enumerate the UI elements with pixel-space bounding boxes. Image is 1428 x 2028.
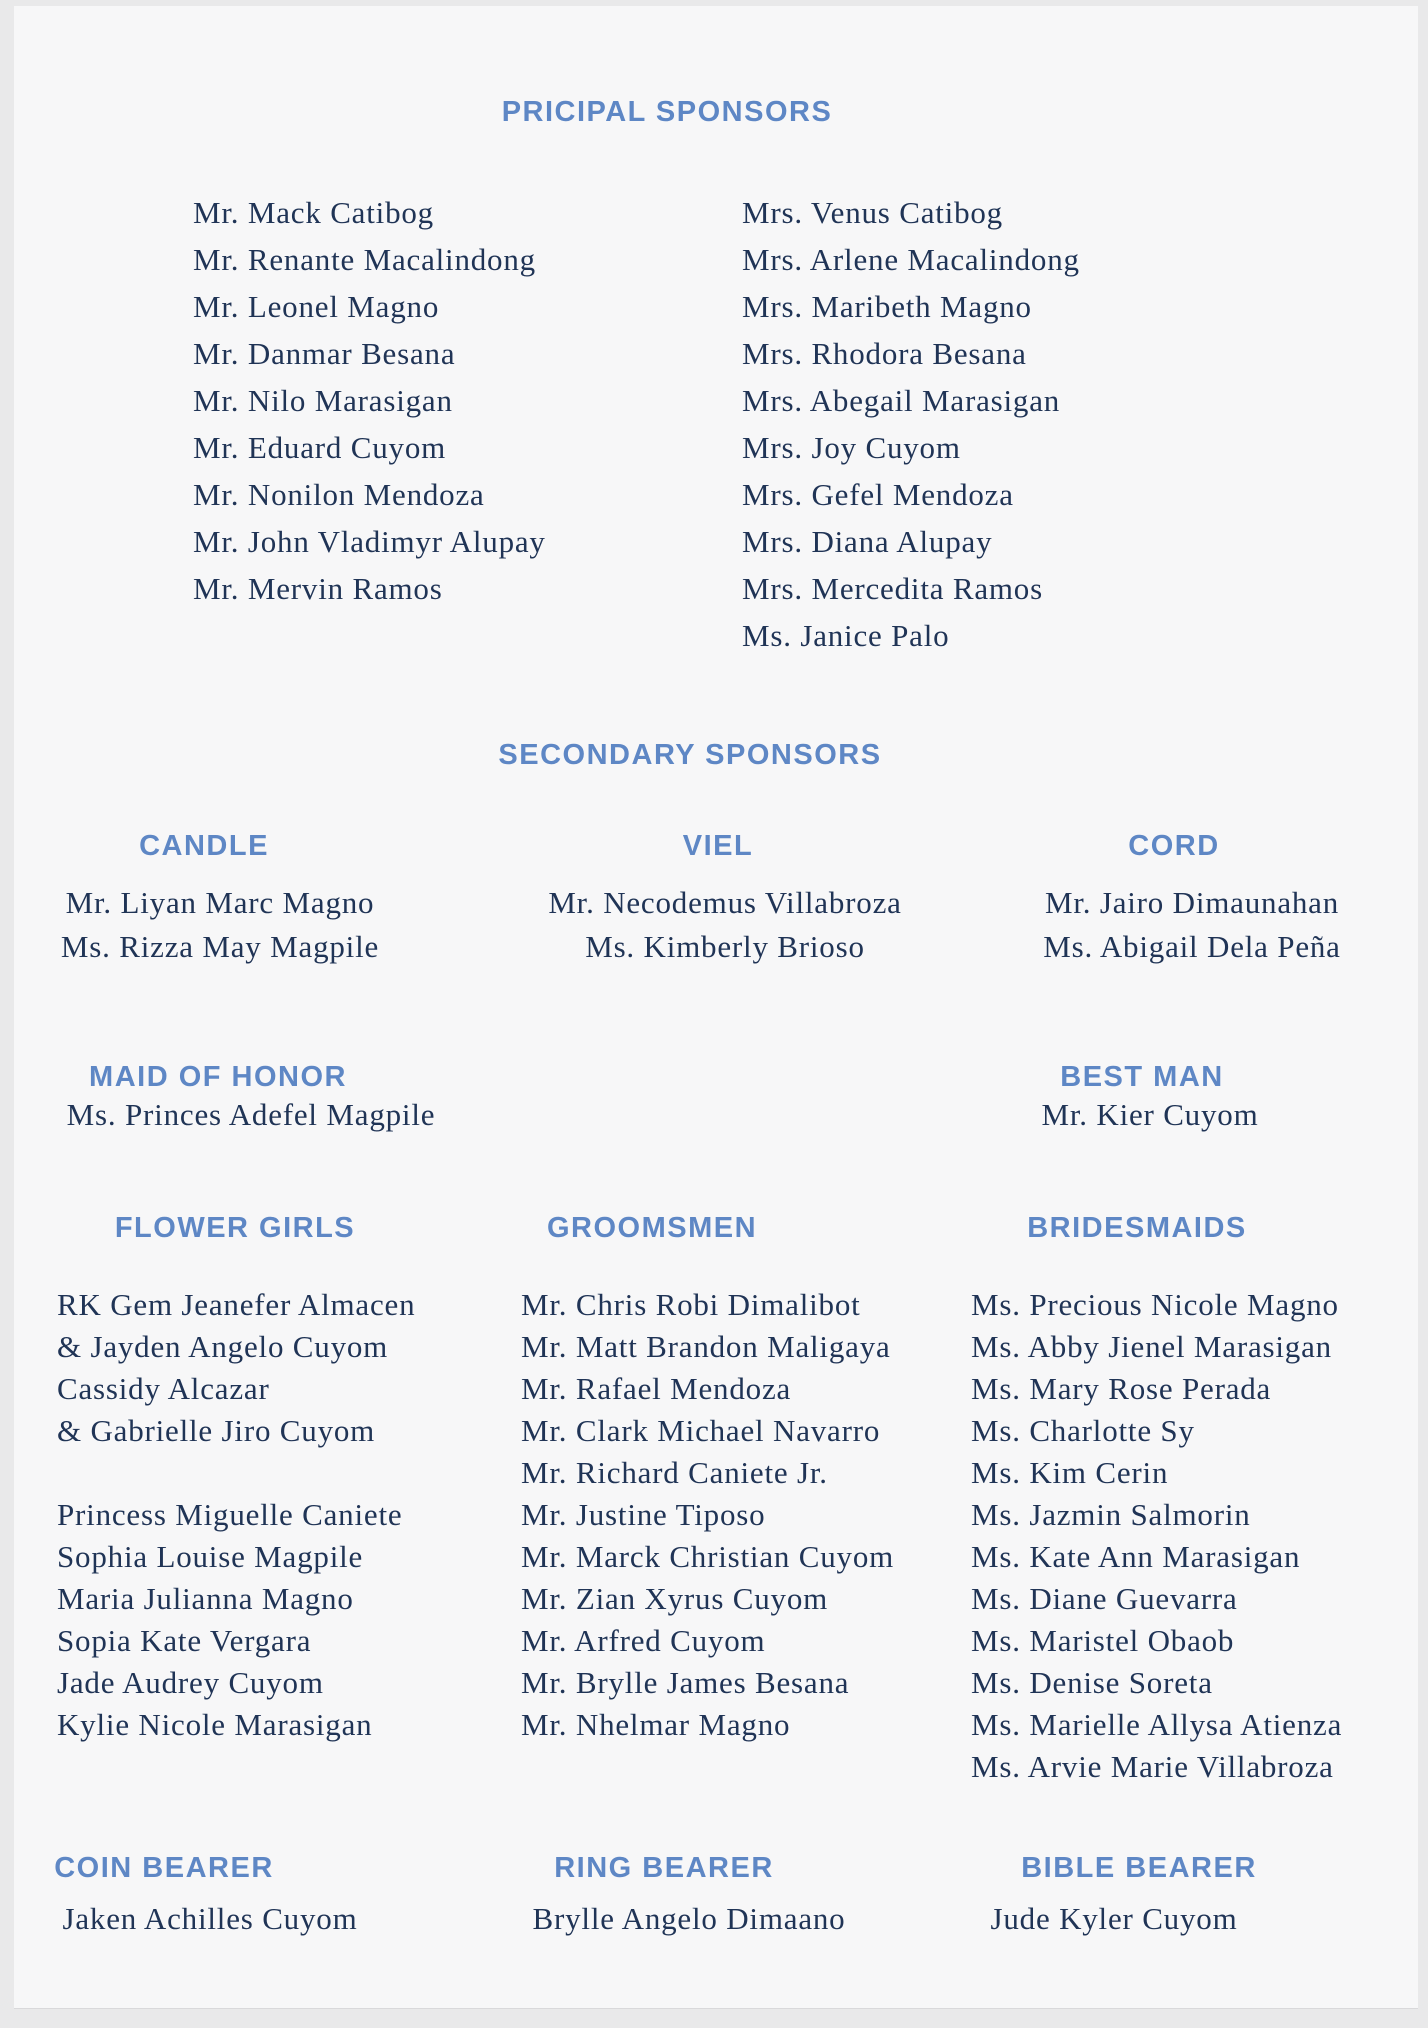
name-line: Ms. Marielle Allysa Atienza — [971, 1707, 1343, 1742]
name-line: Mr. Brylle James Besana — [521, 1665, 850, 1700]
name-line: Jade Audrey Cuyom — [57, 1665, 324, 1700]
name-line: Mrs. Arlene Macalindong — [742, 242, 1080, 277]
name-line: Mr. Nhelmar Magno — [521, 1707, 791, 1742]
name-line: Mr. Clark Michael Navarro — [521, 1413, 881, 1448]
flower-girls-heading: FLOWER GIRLS — [114, 1212, 356, 1244]
name-line: Mr. Renante Macalindong — [193, 242, 536, 277]
maid-of-honor-name: Ms. Princes Adefel Magpile — [66, 1097, 436, 1132]
name-line: Ms. Maristel Obaob — [971, 1623, 1235, 1658]
document-page — [14, 6, 1418, 2008]
bible-bearer-heading: BIBLE BEARER — [1021, 1852, 1257, 1884]
name-line: Mr. Leonel Magno — [193, 289, 440, 324]
name-line: RK Gem Jeanefer Almacen — [57, 1287, 416, 1322]
bridesmaids-list — [971, 1284, 1342, 1788]
name-line: Mr. Necodemus Villabroza — [548, 885, 902, 920]
name-line: Ms. Arvie Marie Villabroza — [971, 1749, 1334, 1784]
bible-bearer-name: Jude Kyler Cuyom — [990, 1901, 1238, 1936]
name-line: Kylie Nicole Marasigan — [57, 1707, 373, 1742]
name-line: Ms. Kimberly Brioso — [585, 929, 865, 964]
ring-bearer-heading: RING BEARER — [554, 1852, 774, 1884]
name-line: Mr. Rafael Mendoza — [521, 1371, 792, 1406]
name-line: Ms. Charlotte Sy — [971, 1413, 1195, 1448]
ring-bearer-name: Brylle Angelo Dimaano — [532, 1901, 846, 1936]
name-line: Mr. Chris Robi Dimalibot — [521, 1287, 861, 1322]
name-line: Mrs. Gefel Mendoza — [742, 477, 1014, 512]
name-line: Mr. Richard Caniete Jr. — [521, 1455, 828, 1490]
name-line: Mr. Eduard Cuyom — [193, 430, 447, 465]
name-line: Princess Miguelle Caniete — [57, 1497, 403, 1532]
name-line: & Gabrielle Jiro Cuyom — [57, 1413, 376, 1448]
name-line: Mr. Matt Brandon Maligaya — [521, 1329, 891, 1364]
coin-bearer-name: Jaken Achilles Cuyom — [62, 1901, 358, 1936]
name-line: Mrs. Mercedita Ramos — [742, 571, 1043, 606]
maid-of-honor-heading: MAID OF HONOR — [89, 1061, 347, 1093]
name-line: Ms. Kim Cerin — [971, 1455, 1169, 1490]
cord-sponsors-heading: CORD — [1128, 830, 1220, 862]
name-line: Mr. Justine Tiposo — [521, 1497, 766, 1532]
name-line: Maria Julianna Magno — [57, 1581, 354, 1616]
principal-sponsors-title: PRICIPAL SPONSORS — [501, 96, 833, 128]
coin-bearer-heading: COIN BEARER — [54, 1852, 274, 1884]
name-line: Mrs. Joy Cuyom — [742, 430, 961, 465]
name-line: Ms. Kate Ann Marasigan — [971, 1539, 1301, 1574]
name-line: Mr. Marck Christian Cuyom — [521, 1539, 895, 1574]
candle-sponsors-list — [61, 881, 379, 969]
name-line: Sophia Louise Magpile — [57, 1539, 364, 1574]
name-line: Mr. Zian Xyrus Cuyom — [521, 1581, 829, 1616]
name-line: Sopia Kate Vergara — [57, 1623, 312, 1658]
name-line: Cassidy Alcazar — [57, 1371, 270, 1406]
name-line: Mrs. Venus Catibog — [742, 195, 1003, 230]
principal-sponsors-left-column — [193, 189, 546, 612]
name-line: Mrs. Diana Alupay — [742, 524, 993, 559]
viel-sponsors-heading: VIEL — [682, 830, 754, 862]
name-line: Mr. Arfred Cuyom — [521, 1623, 766, 1658]
name-line: Mr. Nonilon Mendoza — [193, 477, 485, 512]
name-line — [57, 1452, 415, 1494]
principal-sponsors-right-column — [742, 189, 1080, 659]
groomsmen-list — [521, 1284, 894, 1746]
secondary-sponsors-title: SECONDARY SPONSORS — [498, 739, 882, 771]
groomsmen-heading: GROOMSMEN — [546, 1212, 758, 1244]
name-line: Ms. Rizza May Magpile — [60, 929, 380, 964]
name-line: Mr. Jairo Dimaunahan — [1044, 885, 1340, 920]
name-line: Ms. Precious Nicole Magno — [971, 1287, 1339, 1322]
name-line: Ms. Janice Palo — [742, 618, 950, 653]
name-line: Ms. Abigail Dela Peña — [1043, 929, 1341, 964]
name-line: Ms. Diane Guevarra — [971, 1581, 1238, 1616]
viel-sponsors-list — [548, 881, 901, 969]
name-line: Mr. Mervin Ramos — [193, 571, 443, 606]
name-line: Mr. Nilo Marasigan — [193, 383, 453, 418]
name-line: Ms. Mary Rose Perada — [971, 1371, 1272, 1406]
best-man-heading: BEST MAN — [1060, 1061, 1224, 1093]
name-line: Mrs. Abegail Marasigan — [742, 383, 1061, 418]
name-line: Mr. Danmar Besana — [193, 336, 456, 371]
name-line: Mr. Mack Catibog — [193, 195, 434, 230]
name-line: Ms. Denise Soreta — [971, 1665, 1213, 1700]
name-line: Mr. John Vladimyr Alupay — [193, 524, 546, 559]
name-line: Mrs. Rhodora Besana — [742, 336, 1027, 371]
name-line: Ms. Jazmin Salmorin — [971, 1497, 1251, 1532]
name-line: Mr. Liyan Marc Magno — [65, 885, 375, 920]
name-line: & Jayden Angelo Cuyom — [57, 1329, 389, 1364]
name-line: Ms. Abby Jienel Marasigan — [971, 1329, 1332, 1364]
candle-sponsors-heading: CANDLE — [139, 830, 269, 862]
bridesmaids-heading: BRIDESMAIDS — [1027, 1212, 1247, 1244]
cord-sponsors-list — [1043, 881, 1340, 969]
best-man-name: Mr. Kier Cuyom — [1041, 1097, 1259, 1132]
name-line: Mrs. Maribeth Magno — [742, 289, 1032, 324]
flower-girls-list — [57, 1284, 415, 1746]
